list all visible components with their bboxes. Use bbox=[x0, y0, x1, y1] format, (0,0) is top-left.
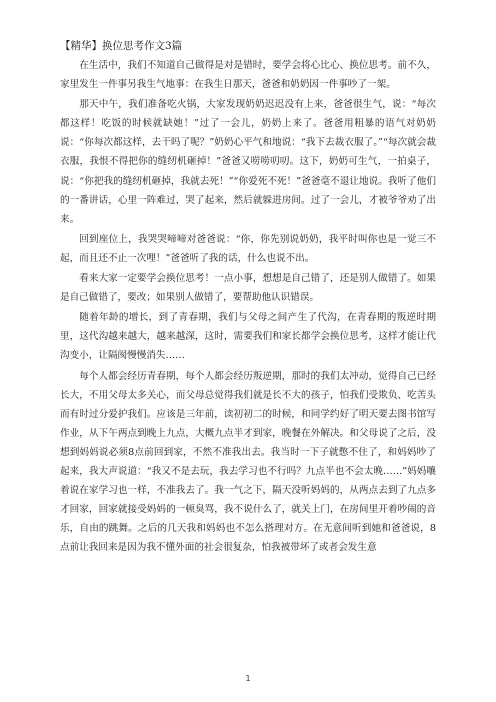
paragraph-2: 那天中午，我们准备吃火锅，大家发现奶奶迟迟没有上来，爸爸很生气，说：“每次都这样！吃饭的时候就缺她！”过了一会儿，奶奶上来了。爸爸用粗暴的语气对奶奶说：“你每次都这样，去干吗了呢？”奶奶心平气和地说：“我下去裁衣服了。”“每次就会裁衣服，我恨不得把你的缝纫机砸掉！”爸爸又唠唠叨叨。这下，奶奶可生气，一拍桌子，说：“你把我的缝纫机砸掉，我就去死！”“你爱死不死！”爸爸毫不退让地说。我听了他们的一番讲话，心里一阵难过，哭了起来，然后就躲进房间。过了一会儿，才被爷爷劝了出来。 bbox=[60, 99, 436, 225]
paragraph-4: 看来大家一定要学会换位思考！一点小事，想想是自己错了，还是别人做错了。如果是自己做错了，要改；如果别人做错了，要帮助他认识错误。 bbox=[60, 273, 436, 304]
paragraph-5: 随着年龄的增长，到了青春期，我们与父母之间产生了代沟，在青春期的叛逆时期里，这代沟越来越大，越来越深，这时，需要我们和家长都学会换位思考，这样才能让代沟变小，让隔阂慢慢消失…… bbox=[60, 312, 436, 362]
document-title: 【精华】换位思考作文3篇 bbox=[60, 40, 183, 52]
document-page bbox=[60, 38, 436, 557]
page-number: 1 bbox=[245, 674, 251, 683]
paragraph-6: 每个人都会经历青春期，每个人都会经历叛逆期，那时的我们太冲动，觉得自己已经长大，不用父母太多关心，而父母总觉得我们就是长不大的孩子，怕我们受欺负、吃苦头而有时过分爱护我们。应该是三年前，读初初二的时候，和同学约好了明天要去图书馆写作业，从下午两点到晚上九点，大概九点半才到家，晚餐在外解决。和父母说了之后，没想到妈妈说必须8点前回到家，不然不准我出去。我当时一下子就憋不住了，和妈妈吵了起来，我大声说道：“我又不是去玩，我去学习也不行吗？九点半也不会太晚……”妈妈嚷着说在家学习也一样，不准我去了。我一气之下，隔天没听妈妈的，从两点去到了九点多才回家，回家就接受妈妈的一顿臭骂，我不说什么了，就关上门，在房间里开着吵闹的音乐，自由的跳舞。之后的几天我和妈妈也不怎么搭理对方。在无意间听到她和爸爸说，8点前让我回来是因为我不懂外面的社会很复杂，怕我被带坏了或者会发生意 bbox=[60, 370, 436, 554]
paragraph-1: 在生活中，我们不知道自己做得是对是错时，要学会将心比心、换位思考。前不久，家里发生一件事另我生气地事：在我生日那天，爸爸和奶奶因一件事吵了一架。 bbox=[60, 60, 436, 91]
paragraph-3: 回到座位上，我哭哭啼啼对爸爸说：“你，你先别说奶奶，我平时叫你也是一觉三不起，而且还不止一次哩！”爸爸听了我的话，什么也说不出。 bbox=[60, 233, 436, 264]
